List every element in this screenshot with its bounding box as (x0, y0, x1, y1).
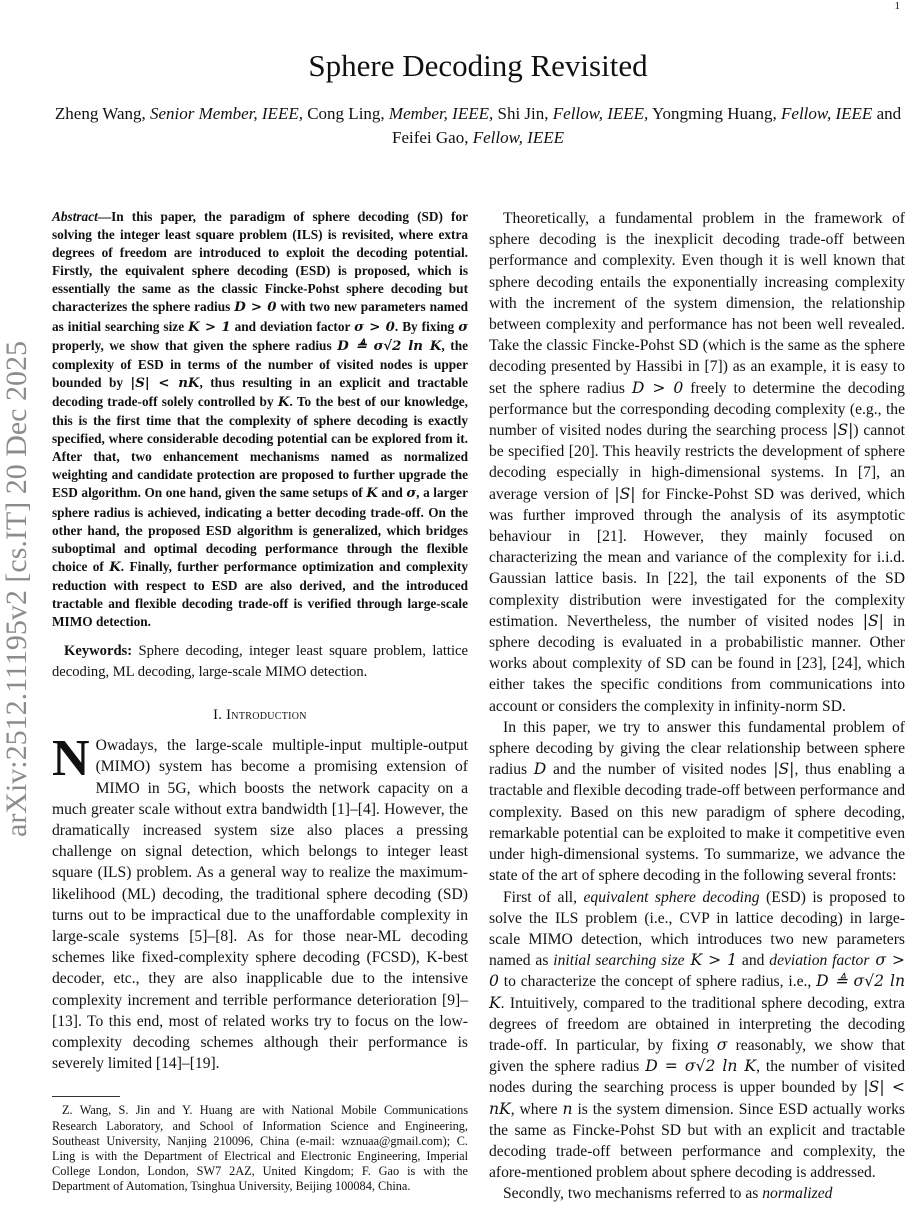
paragraph: Theoretically, a fundamental problem in the framework of sphere decoding is the inexplicit decoding trade-off between performance and complexity. Even though it is well known that sphere decoding entails the exponentially increasing complexity with the increment of the system dimension, the relationship between complexity and performance has not been well revealed. Take the classic Fincke-Pohst SD (which is the same as the sphere decoding presented by Hassibi in [7]) as an example, it is easy to set the sphere radius D > 0 freely to determine the decoding performance but the corresponding decoding complexity (e.g., the number of visited nodes during the searching process |S|) cannot be specified [20]. This heavily restricts the development of sphere decoding especially in high-dimensional systems. In [7], an average version of |S| for Fincke-Pohst SD was derived, which was further improved through the analysis of its asymptotic behaviour in [21]. However, they mainly focused on characterizing the mean and variance of the complexity for i.i.d. Gaussian lattice basis. In [22], the tail exponents of the SD complexity distribution were investigated for the complexity estimation. Nevertheless, the number of visited nodes |S| in sphere decoding is evaluated in a probabilistic manner. Other works about complexity of SD can be found in [23], [24], which either takes the specific conditions from communications into account or considers the complexity in infinity-norm SD. (489, 210, 906, 715)
author-role: Fellow, IEEE, (552, 104, 649, 123)
page-number: 1 (894, 0, 900, 12)
author-role: Fellow, IEEE (472, 128, 564, 147)
affiliation-footnote: Z. Wang, S. Jin and Y. Huang are with National Mobile Communications Research Laboratory, and School of Information Science and Engineering, Southeast University, Nanjing 210096, China (e-mail: wznuaa@gmail.com); C. Ling is with the Department of Electrical and Electronic Engineering, Imperial College London, London, SW7 2AZ, United Kingdom; F. Gao is with the Department of Automation, Tsinghua University, Beijing 100084, China. (52, 1103, 468, 1193)
paper-title: Sphere Decoding Revisited (308, 48, 648, 83)
intro-paragraph: N Owadays, the large-scale multiple-input multiple-output (MIMO) system has become a promising extension of MIMO in 5G, which boosts the network capacity on a much greater scale without extra bandwidth [1]–[4]. However, the dramatically increased system size also places a pressing challenge on signal detection, which belongs to integer least square (ILS) problem. As a general way to realize the maximum-likelihood (ML) decoding, the traditional sphere decoding (SD) turns out to be impractical due to the unaffordable complexity in large-scale systems [5]–[8]. As for those near-ML decoding schemes like fixed-complexity sphere decoding (FCSD), K-best decoder, etc., they are also inapplicable due to the intensive complexity increment and terrible performance deterioration [9]–[13]. To this end, most of related works try to focus on the low-complexity decoding schemes although their performance is severely limited [14]–[19]. (52, 730, 468, 1073)
author-name: Zheng Wang, (54, 104, 146, 123)
footnote-divider (52, 1096, 120, 1097)
right-column (489, 208, 905, 1205)
author-role: Member, IEEE, (388, 104, 494, 123)
paragraph: In this paper, we try to answer this fundamental problem of sphere decoding by giving the clear relationship between sphere radius D and the number of visited nodes |S|, thus enabling a tractable and flexible decoding trade-off between performance and complexity. Based on this new paradigm of sphere decoding, remarkable potential can be exploited to make it competitive even under high-dimensional systems. To summarize, we advance the state of the art of sphere decoding in the following several fronts: (489, 718, 905, 885)
drop-cap: N (52, 730, 90, 788)
section-heading: I. Introduction (213, 707, 307, 724)
abstract: Abstract—In this paper, the paradigm of sphere decoding (SD) for solving the integer least square problem (ILS) is revisited, where extra degrees of freedom are introduced to exploit the decoding potential. Firstly, the equivalent sphere decoding (ESD) is proposed, which is essentially the same as the classic Fincke-Pohst sphere decoding but characterizes the sphere radius D > 0 with two new parameters named as initial searching size K > 1 and deviation factor σ > 0. By fixing σ properly, we show that given the sphere radius D ≜ σ√2 ln K, the complexity of ESD in terms of the number of visited nodes is upper bounded by |S| < nK, thus resulting in an explicit and tractable decoding trade-off solely controlled by K. To the best of our knowledge, this is the first time that the complexity of sphere decoding is exactly specified, where considerable decoding potential can be explored from it. After that, two enhancement mechanisms named as normalized weighting and candidate protection are proposed to further upgrade the ESD algorithm. On one hand, given the same setups of K and σ, a larger sphere radius is achieved, indicating a better decoding trade-off. On the other hand, the proposed ESD algorithm is generalized, which bridges suboptimal and optimal decoding performance through the flexible choice of K. Finally, further performance optimization and complexity reduction with respect to ESD are also derived, and the introduced tractable and flexible decoding trade-off is verified through large-scale MIMO detection. (52, 209, 469, 630)
author-role: Fellow, IEEE (781, 104, 873, 123)
left-column (52, 208, 468, 1194)
arxiv-identifier[interactable]: arXiv:2512.11195v2 [cs.IT] 20 Dec 2025 (0, 341, 33, 837)
keywords: Keywords: Sphere decoding, integer least square problem, lattice decoding, ML decoding, large-scale MIMO detection. (52, 643, 468, 680)
keywords-label: Keywords: (64, 643, 133, 660)
author-name: Shi Jin, (497, 104, 549, 123)
author-name: Yongming Huang, (651, 104, 777, 123)
paragraph: First of all, equivalent sphere decoding (ESD) is proposed to solve the ILS problem (i.e., CVP in lattice decoding) in large-scale MIMO detection, which introduces two new parameters named as initial searching size K > 1 and deviation factor σ > 0 to characterize the concept of sphere radius, i.e., D ≜ σ√2 ln K. Intuitively, compared to the traditional sphere decoding, extra degrees of freedom are obtained in interpreting the decoding trade-off. In particular, by fixing σ reasonably, we show that given the sphere radius D = σ√2 ln K, the number of visited nodes during the searching process is upper bounded by |S| < nK, where n is the system dimension. Since ESD actually works the same as Fincke-Pohst SD but with an explicit and tractable decoding trade-off between performance and complexity, the afore-mentioned problem about sphere decoding is addressed. (489, 888, 906, 1182)
author-list (52, 102, 904, 150)
author-role: Senior Member, IEEE, (150, 104, 303, 123)
paragraph: Secondly, two mechanisms referred to as normalized (503, 1185, 833, 1203)
author-name: and Feifei Gao, (391, 104, 902, 147)
author-name: Cong Ling, (307, 104, 385, 123)
abstract-label: Abstract (52, 209, 98, 224)
